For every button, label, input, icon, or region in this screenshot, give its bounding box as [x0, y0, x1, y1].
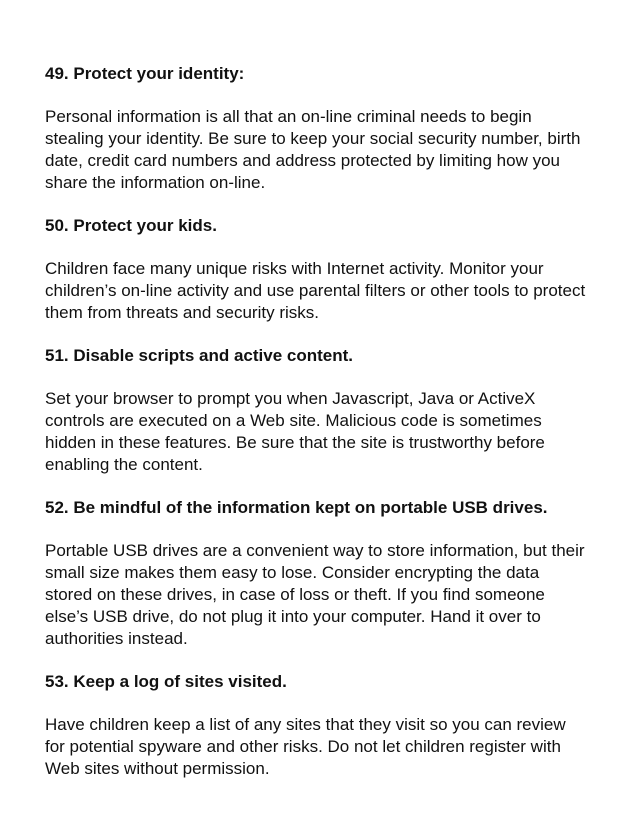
section-body: Personal information is all that an on-line criminal needs to begin stealing your identity. Be sure to keep your social security number, birth date, credit card numbers and address protected by limiting how you share the information on-line.: [45, 107, 581, 192]
tip-section-50: [45, 215, 620, 345]
section-heading: 52. Be mindful of the information kept on portable USB drives.: [45, 498, 548, 517]
section-body: Set your browser to prompt you when Javascript, Java or ActiveX controls are executed on a Web site. Malicious code is sometimes hidden in these features. Be sure that the site is trustworthy before enabling the content.: [45, 389, 545, 474]
tip-section-49: [45, 63, 620, 215]
tip-section-52: [45, 497, 620, 671]
tip-section-53: [45, 671, 620, 780]
section-body: Have children keep a list of any sites that they visit so you can review for potential spyware and other risks. Do not let children register with Web sites without permission.: [45, 715, 566, 778]
section-heading: 51. Disable scripts and active content.: [45, 346, 354, 365]
document-page: [45, 63, 620, 780]
tip-section-51: [45, 345, 620, 497]
section-heading: 49. Protect your identity:: [45, 64, 245, 83]
section-heading: 53. Keep a log of sites visited.: [45, 672, 287, 691]
section-body: Portable USB drives are a convenient way to store information, but their small size makes them easy to lose. Consider encrypting the data stored on these drives, in case of loss or theft. If you find someone else’s USB drive, do not plug it into your computer. Hand it over to authorities instead.: [45, 541, 585, 648]
section-heading: 50. Protect your kids.: [45, 216, 217, 235]
section-body: Children face many unique risks with Internet activity. Monitor your children’s on-line activity and use parental filters or other tools to protect them from threats and security risks.: [45, 259, 586, 322]
